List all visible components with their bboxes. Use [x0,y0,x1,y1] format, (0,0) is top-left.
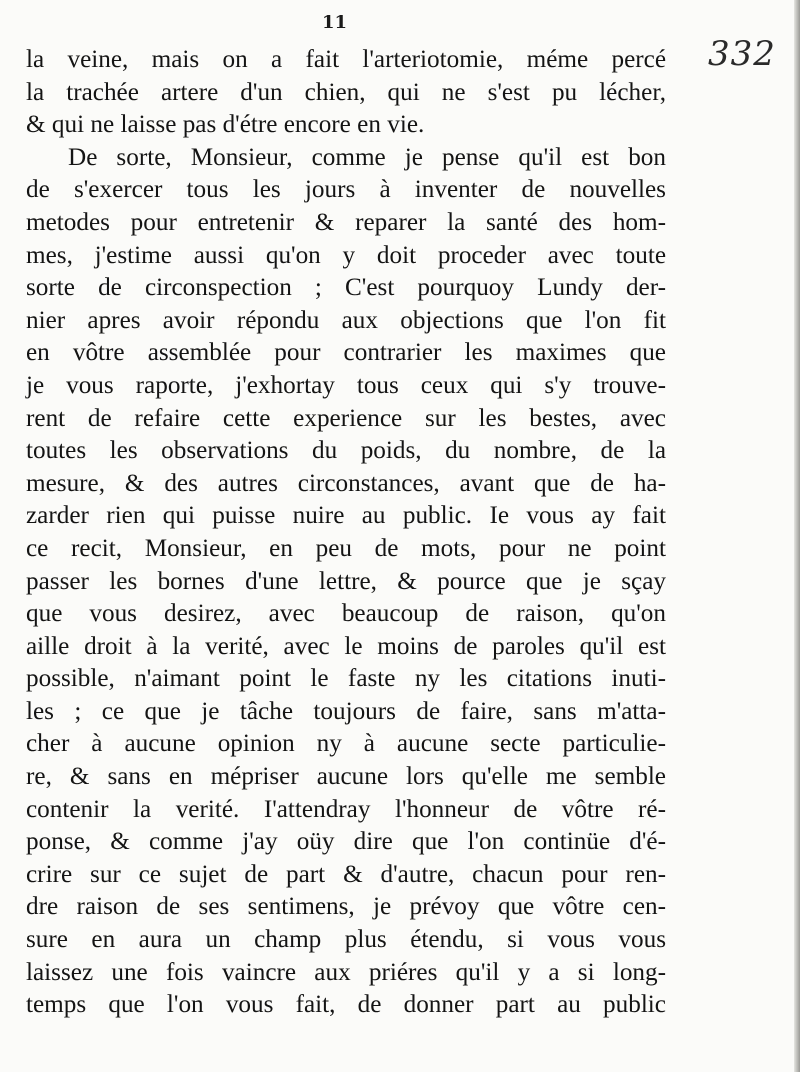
text-line-26: crire sur ce sujet de part & d'autre, chacun pour ren- [26,860,666,888]
text-line-3: & qui ne laisse pas d'étre encore en vie. [26,111,425,139]
text-line-18: que vous desirez, avec beaucoup de raison, qu'on [26,600,666,628]
text-line-23: re, & sans en mépriser aucune lors qu'elle me semble [26,763,666,791]
text-line-12: rent de refaire cette experience sur les bestes, avec [26,404,666,432]
text-line-2: la trachée artere d'un chien, qui ne s'est pu lécher, [26,78,666,106]
body-text [26,44,666,1022]
text-line-14: mesure, & des autres circonstances, avant que de ha- [26,469,666,497]
text-line-27: dre raison de ses sentimens, je prévoy que vôtre cen- [26,893,666,921]
page-number: 11 [322,12,348,33]
text-line-8: sorte de circonspection ; C'est pourquoy Lundy der- [26,274,666,302]
text-line-25: ponse, & comme j'ay oüy dire que l'on continüe d'é- [26,828,666,856]
text-line-11: je vous raporte, j'exhortay tous ceux qui s'y trouve- [26,371,666,399]
text-line-29: laissez une fois vaincre aux priéres qu'il y a si long- [26,958,666,986]
text-line-30: temps que l'on vous fait, de donner part au public [26,991,666,1019]
text-line-21: les ; ce que je tâche toujours de faire, sans m'atta- [26,697,666,725]
page-edge-shadow [794,0,800,1072]
text-line-22: cher à aucune opinion ny à aucune secte particulie- [26,730,666,758]
text-line-16: ce recit, Monsieur, en peu de mots, pour ne point [26,534,666,562]
text-line-15: zarder rien qui puisse nuire au public. Ie vous ay fait [26,502,666,530]
text-line-13: toutes les observations du poids, du nombre, de la [26,437,666,465]
text-line-7: mes, j'estime aussi qu'on y doit proceder avec toute [26,241,666,269]
text-line-6: metodes pour entretenir & reparer la santé des hom- [26,208,666,236]
text-line-9: nier apres avoir répondu aux objections que l'on fit [26,306,666,334]
text-line-5: de s'exercer tous les jours à inventer de nouvelles [26,176,666,204]
text-line-4: De sorte, Monsieur, comme je pense qu'il est bon [68,143,666,171]
text-line-17: passer les bornes d'une lettre, & pource que je sçay [26,567,666,595]
text-line-28: sure en aura un champ plus étendu, si vous vous [26,926,666,954]
text-line-1: la veine, mais on a fait l'arteriotomie, méme percé [26,46,666,73]
text-line-19: aille droit à la verité, avec le moins de paroles qu'il est [26,632,666,660]
text-line-20: possible, n'aimant point le faste ny les citations inuti- [26,665,666,693]
text-line-10: en vôtre assemblée pour contrarier les maximes que [26,339,666,367]
handwritten-folio-number: 332 [708,34,776,74]
text-line-24: contenir la verité. I'attendray l'honneur de vôtre ré- [26,795,666,823]
